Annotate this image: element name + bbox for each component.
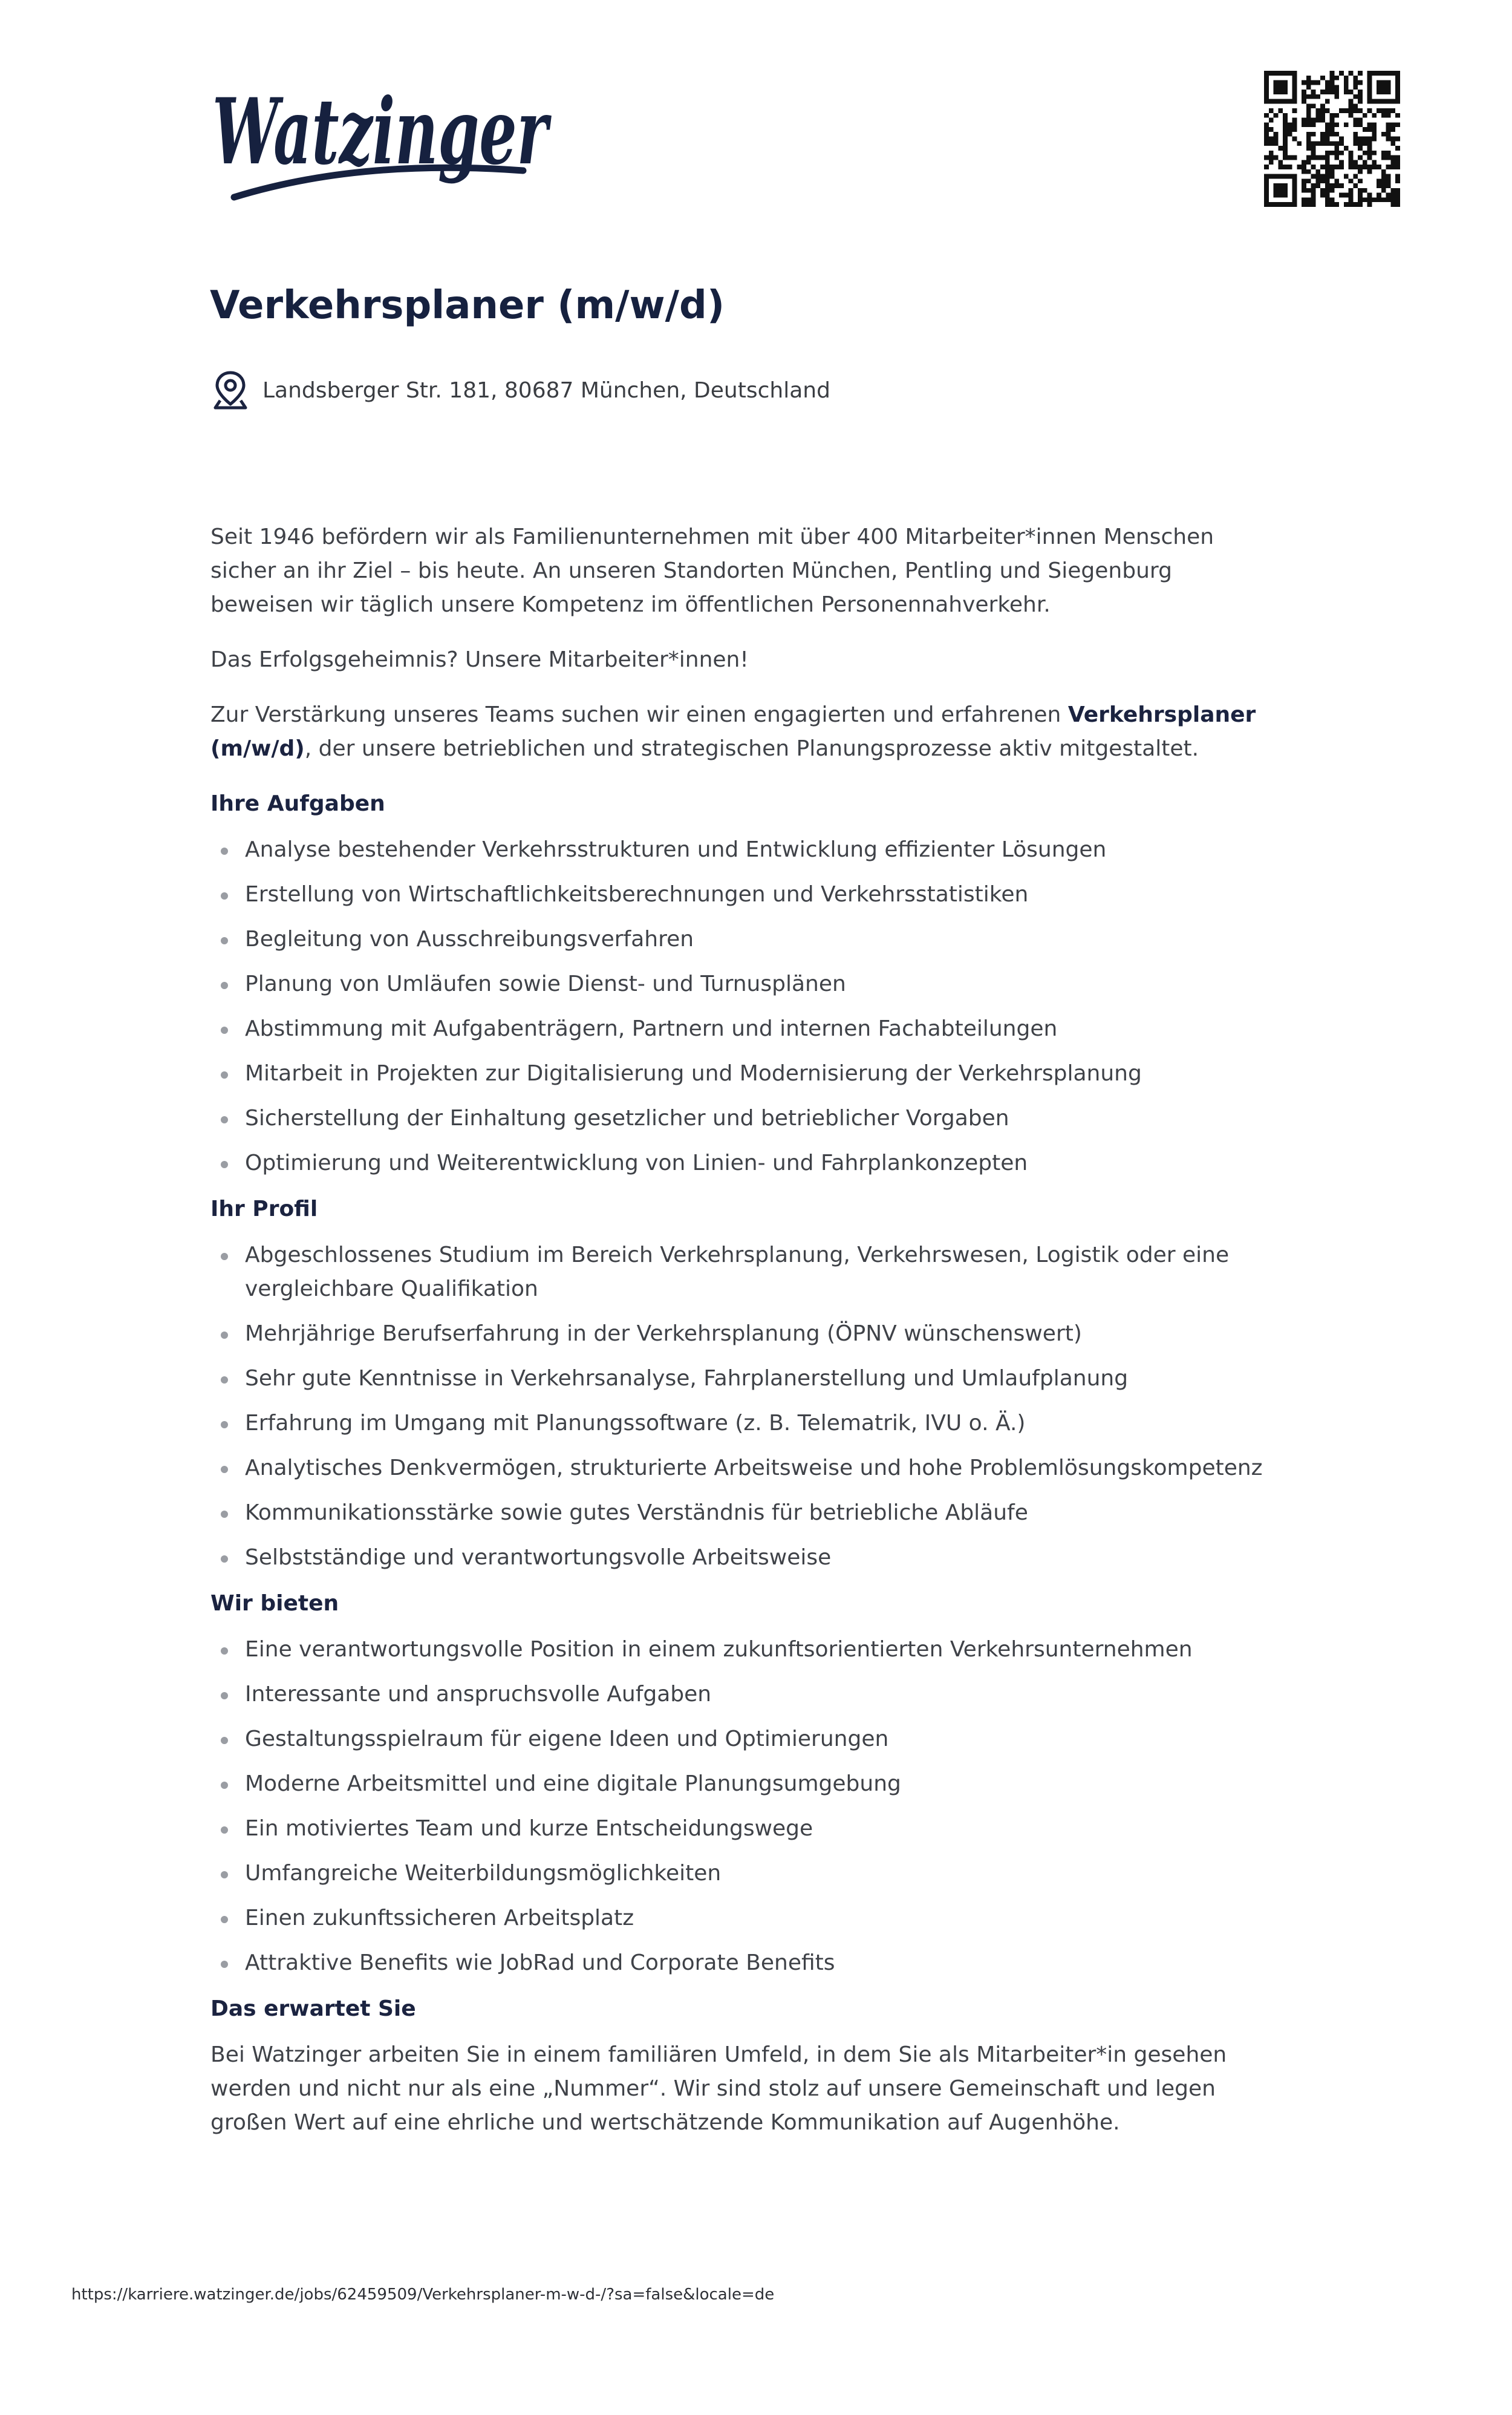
intro-paragraph-3 xyxy=(210,698,1263,766)
list-bieten xyxy=(210,1633,1263,1980)
list-aufgaben xyxy=(210,833,1263,1180)
list-item: Sehr gute Kenntnisse in Verkehrsanalyse, Fahrplanerstellung und Umlaufplanung xyxy=(210,1362,1263,1396)
list-item: Analytisches Denkvermögen, strukturierte Arbeitsweise und hohe Problemlösungskompetenz xyxy=(210,1451,1263,1485)
job-title: Verkehrsplaner (m/w/d) xyxy=(210,283,725,328)
location-text: Landsberger Str. 181, 80687 München, Deutschland xyxy=(262,377,830,403)
job-description xyxy=(210,520,1263,2161)
intro-paragraph-2: Das Erfolgsgeheimnis? Unsere Mitarbeiter*innen! xyxy=(210,647,749,672)
heading-profil: Ihr Profil xyxy=(210,1197,318,1221)
location-pin-icon xyxy=(212,370,249,410)
job-location xyxy=(212,370,830,410)
heading-aufgaben: Ihre Aufgaben xyxy=(210,791,385,816)
list-item: Sicherstellung der Einhaltung gesetzlicher und betrieblicher Vorgaben xyxy=(210,1102,1263,1136)
list-item: Eine verantwortungsvolle Position in einem zukunftsorientierten Verkehrsunternehmen xyxy=(210,1633,1263,1667)
list-item: Abstimmung mit Aufgabenträgern, Partnern und internen Fachabteilungen xyxy=(210,1012,1263,1046)
list-item: Gestaltungsspielraum für eigene Ideen und Optimierungen xyxy=(210,1722,1263,1756)
list-item: Begleitung von Ausschreibungsverfahren xyxy=(210,923,1263,956)
list-item: Erfahrung im Umgang mit Planungssoftware (z. B. Telematrik, IVU o. Ä.) xyxy=(210,1407,1263,1440)
list-item: Analyse bestehender Verkehrsstrukturen und Entwicklung effizienter Lösungen xyxy=(210,833,1263,867)
list-item: Planung von Umläufen sowie Dienst- und Turnusplänen xyxy=(210,967,1263,1001)
list-item: Selbstständige und verantwortungsvolle Arbeitsweise xyxy=(210,1541,1263,1575)
list-item: Mehrjährige Berufserfahrung in der Verkehrsplanung (ÖPNV wünschenswert) xyxy=(210,1317,1263,1351)
list-item: Erstellung von Wirtschaftlichkeitsberechnungen und Verkehrsstatistiken xyxy=(210,878,1263,912)
list-item: Umfangreiche Weiterbildungsmöglichkeiten xyxy=(210,1857,1263,1890)
list-item: Einen zukunftssicheren Arbeitsplatz xyxy=(210,1901,1263,1935)
list-item: Interessante und anspruchsvolle Aufgaben xyxy=(210,1678,1263,1711)
watzinger-logo xyxy=(209,68,553,204)
qr-code xyxy=(1264,71,1400,207)
list-item: Attraktive Benefits wie JobRad und Corporate Benefits xyxy=(210,1946,1263,1980)
list-item: Kommunikationsstärke sowie gutes Verständnis für betriebliche Abläufe xyxy=(210,1496,1263,1530)
intro-job-title-bold: Verkehrsplaner (m/w/d) xyxy=(210,702,1256,761)
page-url: https://karriere.watzinger.de/jobs/62459509/Verkehrsplaner-m-w-d-/?sa=false&locale=de xyxy=(71,2286,775,2304)
intro-text: Zur Verstärkung unseres Teams suchen wir einen engagierten und erfahrenen xyxy=(210,702,1068,727)
list-profil xyxy=(210,1238,1263,1575)
list-item: Ein motiviertes Team und kurze Entscheidungswege xyxy=(210,1812,1263,1846)
list-item: Moderne Arbeitsmittel und eine digitale Planungsumgebung xyxy=(210,1767,1263,1801)
list-item: Optimierung und Weiterentwicklung von Linien- und Fahrplankonzepten xyxy=(210,1146,1263,1180)
list-item: Mitarbeit in Projekten zur Digitalisierung und Modernisierung der Verkehrsplanung xyxy=(210,1057,1263,1091)
intro-text-end: , der unsere betrieblichen und strategischen Planungsprozesse aktiv mitgestaltet. xyxy=(304,736,1199,761)
heading-bieten: Wir bieten xyxy=(210,1591,339,1616)
heading-erwartet: Das erwartet Sie xyxy=(210,1996,416,2021)
svg-text:Watzinger: Watzinger xyxy=(212,79,552,185)
list-item: Abgeschlossenes Studium im Bereich Verkehrsplanung, Verkehrswesen, Logistik oder eine vergleichbare Qualifikation xyxy=(210,1238,1263,1306)
erwartet-paragraph: Bei Watzinger arbeiten Sie in einem familiären Umfeld, in dem Sie als Mitarbeiter*in gesehen werden und nicht nur als eine „Nummer“. Wir sind stolz auf unsere Gemeinschaft und legen großen Wert auf eine ehrliche und wertschätzende Kommunikation auf Augenhöhe. xyxy=(210,2042,1227,2135)
intro-paragraph-1: Seit 1946 befördern wir als Familienunternehmen mit über 400 Mitarbeiter*innen Menschen sicher an ihr Ziel – bis heute. An unseren Standorten München, Pentling und Siegenburg beweisen wir täglich unsere Kompetenz im öffentlichen Personennahverkehr. xyxy=(210,525,1214,617)
